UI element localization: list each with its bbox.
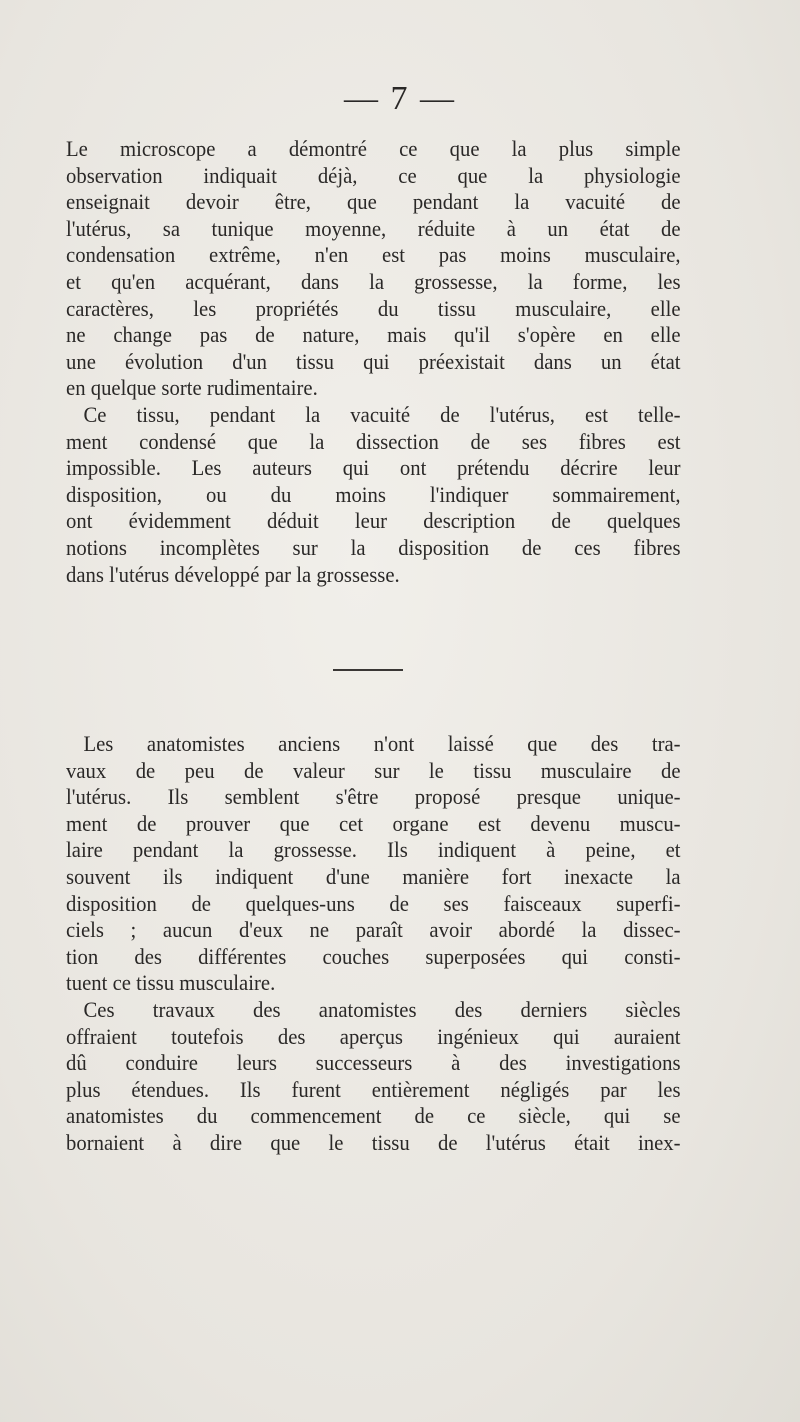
text-line: et qu'en acquérant, dans la grossesse, la forme, les [66, 268, 681, 294]
text-line: ment condensé que la dissection de ses fibres est [66, 428, 681, 454]
text-line: dans l'utérus développé par la grossesse. [66, 561, 400, 587]
text-line: laire pendant la grossesse. Ils indiquent à peine, et [66, 837, 681, 863]
text-line: impossible. Les auteurs qui ont prétendu décrire leur [66, 455, 681, 481]
text-line: une évolution d'un tissu qui préexistait dans un état [66, 348, 681, 374]
text-line: disposition, ou du moins l'indiquer sommairement, [66, 481, 681, 507]
section-divider [333, 669, 403, 671]
text-line: disposition de quelques-uns de ses faisceaux superfi- [66, 890, 681, 916]
text-line: ne change pas de nature, mais qu'il s'opère en elle [66, 322, 681, 348]
text-line: souvent ils indiquent d'une manière fort inexacte la [66, 863, 681, 889]
text-line: offraient toutefois des aperçus ingénieux qui auraient [66, 1023, 681, 1049]
text-line: ont évidemment déduit leur description de quelques [66, 508, 681, 534]
text-line: en quelque sorte rudimentaire. [66, 375, 318, 401]
text-line: vaux de peu de valeur sur le tissu musculaire de [66, 757, 681, 783]
text-line: anatomistes du commencement de ce siècle, qui se [66, 1103, 681, 1129]
text-line: Ce tissu, pendant la vacuité de l'utérus, est telle- [83, 401, 681, 427]
section-1 [66, 136, 681, 588]
text-line: l'utérus, sa tunique moyenne, réduite à un état de [66, 215, 681, 241]
text-line: dû conduire leurs successeurs à des investigations [66, 1050, 681, 1076]
text-line: Le microscope a démontré ce que la plus simple [66, 136, 681, 161]
page-number: — 7 — [344, 80, 456, 117]
text-line: bornaient à dire que le tissu de l'utérus était inex- [66, 1129, 681, 1155]
paragraph-2 [66, 402, 681, 588]
text-line: Ces travaux des anatomistes des derniers siècles [83, 996, 681, 1022]
text-line: notions incomplètes sur la disposition de ces fibres [66, 534, 681, 560]
text-line: tuent ce tissu musculaire. [66, 970, 276, 996]
text-line: enseignait devoir être, que pendant la vacuité de [66, 189, 681, 215]
paragraph-3 [66, 731, 681, 997]
text-line: l'utérus. Ils semblent s'être proposé presque unique- [66, 784, 681, 810]
text-line: caractères, les propriétés du tissu musculaire, elle [66, 295, 681, 321]
text-line: ment de prouver que cet organe est devenu muscu- [66, 810, 681, 836]
paragraph-4 [66, 997, 681, 1157]
text-line: Les anatomistes anciens n'ont laissé que des tra- [83, 731, 681, 756]
text-line: observation indiquait déjà, ce que la physiologie [66, 162, 681, 188]
section-2 [66, 731, 681, 1157]
text-line: condensation extrême, n'en est pas moins musculaire, [66, 242, 681, 268]
text-line: tion des différentes couches superposées qui consti- [66, 943, 681, 969]
text-line: ciels ; aucun d'eux ne paraît avoir abordé la dissec- [66, 917, 681, 943]
text-line: plus étendues. Ils furent entièrement négligés par les [66, 1076, 681, 1102]
paragraph-1 [66, 136, 681, 402]
